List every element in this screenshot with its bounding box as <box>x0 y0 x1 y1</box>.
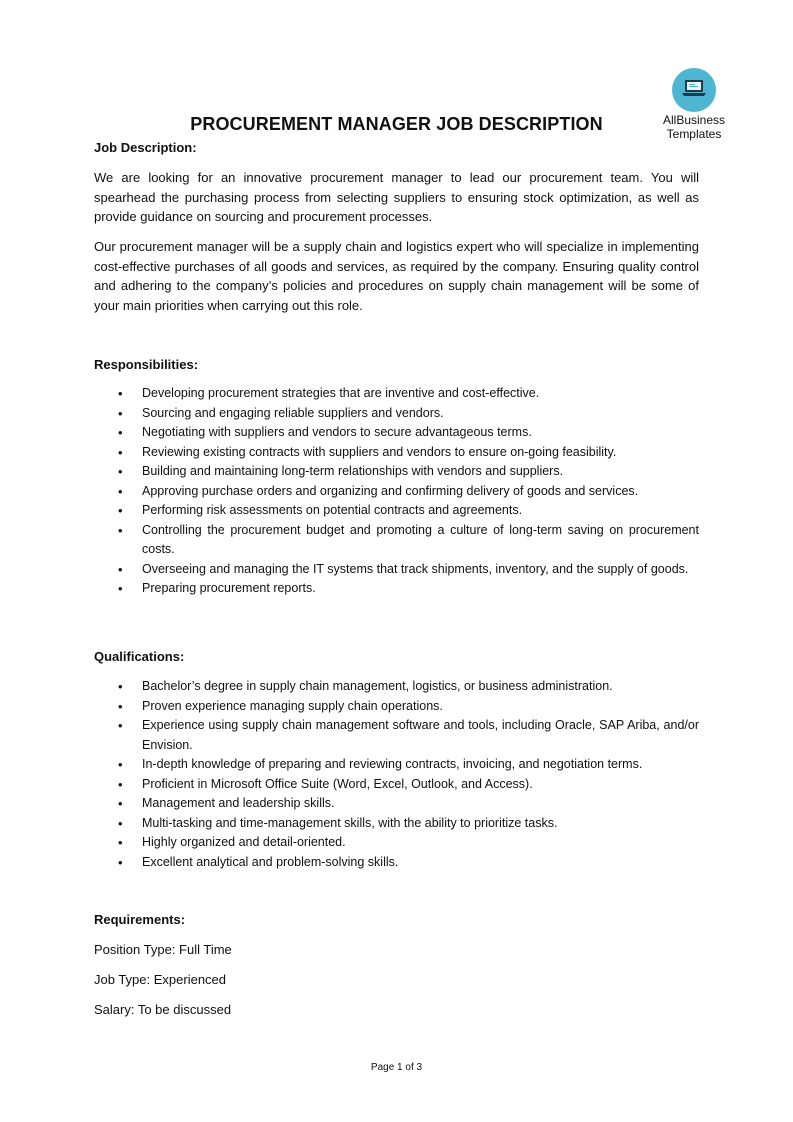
bullet-icon: • <box>118 796 123 811</box>
list-item-text: Preparing procurement reports. <box>142 581 316 595</box>
job-description-paragraph-1: We are looking for an innovative procurement manager to lead our procurement team. You will spearhead the purchasing process from selecting suppliers to ensuring stock optimization, as well as provide guidance on sourcing and procurement processes. <box>94 170 699 224</box>
list-item <box>94 423 699 443</box>
bullet-icon: • <box>118 425 123 440</box>
list-item-text: Reviewing existing contracts with suppliers and vendors to ensure on-going feasibility. <box>142 444 617 459</box>
bullet-icon: • <box>118 718 123 733</box>
list-item-text: Management and leadership skills. <box>142 796 335 810</box>
requirement-position-type: Position Type: Full Time <box>94 942 232 957</box>
list-item-text: Controlling the procurement budget and promoting a culture of long-term saving on procurement costs. <box>142 522 699 556</box>
bullet-icon: • <box>118 405 123 421</box>
list-item <box>94 462 699 482</box>
list-item-text: Overseeing and managing the IT systems that track shipments, inventory, and the supply of goods. <box>142 561 689 576</box>
list-item <box>94 775 699 795</box>
list-item-text: In-depth knowledge of preparing and reviewing contracts, invoicing, and negotiation terms. <box>142 757 643 771</box>
list-item <box>94 814 699 834</box>
qualifications-heading: Qualifications: <box>94 649 185 664</box>
bullet-icon: • <box>118 464 123 479</box>
requirements-heading: Requirements: <box>94 912 186 927</box>
bullet-icon: • <box>118 679 123 694</box>
requirement-job-type: Job Type: Experienced <box>94 972 227 987</box>
list-item <box>94 482 699 502</box>
list-item-text: Negotiating with suppliers and vendors to secure advantageous terms. <box>142 425 532 439</box>
list-item-text: Proven experience managing supply chain operations. <box>142 698 443 713</box>
list-item <box>94 521 699 560</box>
list-item <box>94 443 699 463</box>
job-description-heading: Job Description: <box>94 140 197 155</box>
list-item <box>94 404 699 424</box>
list-item-text: Highly organized and detail-oriented. <box>142 835 346 849</box>
list-item <box>94 677 699 697</box>
bullet-icon: • <box>118 815 123 831</box>
laptop-icon <box>672 68 716 112</box>
list-item-text: Performing risk assessments on potential contracts and agreements. <box>142 503 523 517</box>
bullet-icon: • <box>118 444 123 460</box>
bullet-icon: • <box>118 581 123 596</box>
bullet-icon: • <box>118 561 123 577</box>
qualifications-list <box>94 677 699 872</box>
list-item-text: Approving purchase orders and organizing and confirming delivery of goods and services. <box>142 483 639 498</box>
bullet-icon: • <box>118 835 123 850</box>
list-item-text: Bachelor’s degree in supply chain management, logistics, or business administration. <box>142 679 613 693</box>
bullet-icon: • <box>118 698 123 714</box>
list-item <box>94 560 699 580</box>
list-item <box>94 716 699 755</box>
list-item-text: Building and maintaining long-term relationships with vendors and suppliers. <box>142 464 564 478</box>
list-item-text: Multi-tasking and time-management skills, with the ability to prioritize tasks. <box>142 815 558 830</box>
responsibilities-heading: Responsibilities: <box>94 357 199 372</box>
list-item <box>94 501 699 521</box>
list-item <box>94 697 699 717</box>
responsibilities-list <box>94 384 699 599</box>
list-item-text: Excellent analytical and problem-solving skills. <box>142 854 399 869</box>
list-item-text: Developing procurement strategies that are inventive and cost-effective. <box>142 386 540 400</box>
bullet-icon: • <box>118 522 123 538</box>
bullet-icon: • <box>118 386 123 401</box>
logo-text-line1: AllBusiness <box>662 113 726 127</box>
bullet-icon: • <box>118 757 123 772</box>
list-item <box>94 833 699 853</box>
list-item-text: Proficient in Microsoft Office Suite (Word, Excel, Outlook, and Access). <box>142 776 533 791</box>
bullet-icon: • <box>118 776 123 792</box>
list-item <box>94 755 699 775</box>
logo-text-line2: Templates <box>666 127 722 141</box>
list-item <box>94 579 699 599</box>
list-item <box>94 794 699 814</box>
bullet-icon: • <box>118 503 123 518</box>
list-item-text: Experience using supply chain management software and tools, including Oracle, SAP Ariba, and/or Envision. <box>142 718 699 752</box>
bullet-icon: • <box>118 854 123 870</box>
page-number: Page 1 of 3 <box>370 1062 423 1073</box>
list-item <box>94 853 699 873</box>
list-item-text: Sourcing and engaging reliable suppliers and vendors. <box>142 405 444 420</box>
list-item <box>94 384 699 404</box>
bullet-icon: • <box>118 483 123 499</box>
job-description-paragraph-2: Our procurement manager will be a supply chain and logistics expert who will specialize in implementing cost-effective purchases of all goods and services, as required by the company. Ensuring quality control and adhering to the company’s policies and procedures on supply chain management will be some of your main priorities when carrying out this role. <box>94 239 699 313</box>
requirement-salary: Salary: To be discussed <box>94 1002 232 1017</box>
document-title: PROCUREMENT MANAGER JOB DESCRIPTION <box>190 114 603 134</box>
